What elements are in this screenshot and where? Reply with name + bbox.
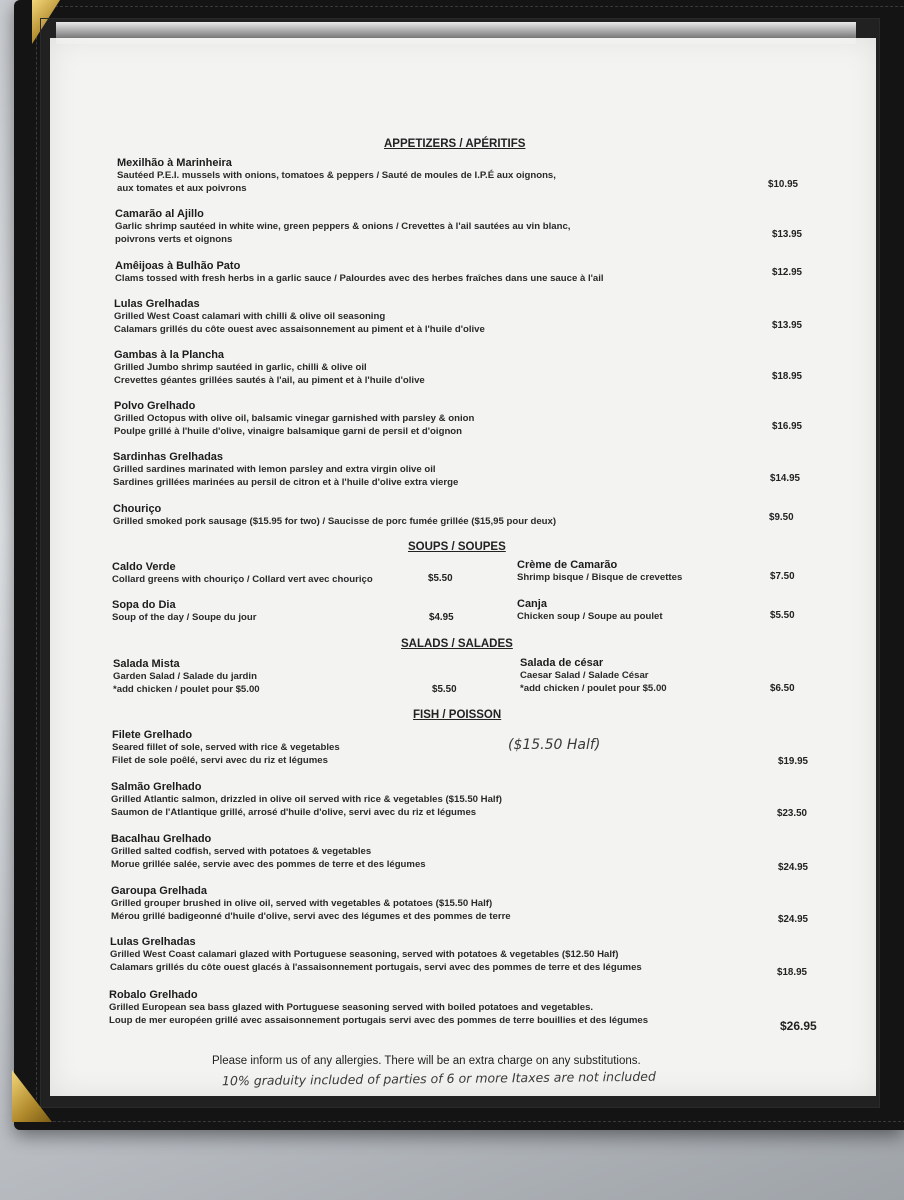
menu-item	[517, 598, 663, 623]
item-price: $4.95	[429, 612, 454, 623]
item-desc-en: Seared fillet of sole, served with rice & vegetables	[112, 742, 340, 753]
item-price: $5.50	[428, 573, 453, 584]
item-name: Salada Mista	[113, 658, 180, 670]
sleeve-glare	[56, 22, 856, 44]
menu-item	[110, 936, 642, 974]
item-desc-en: Grilled Octopus with olive oil, balsamic vinegar garnished with parsley & onion	[114, 413, 475, 424]
menu-item	[109, 989, 648, 1027]
item-desc-fr: poivrons verts et oignons	[115, 234, 233, 245]
item-desc-fr: Filet de sole poêlé, servi avec du riz et légumes	[112, 755, 328, 766]
item-desc-en: Garlic shrimp sautéed in white wine, green peppers & onions / Crevettes à l'ail sautées au vin blanc,	[115, 221, 571, 232]
item-desc-en: Clams tossed with fresh herbs in a garlic sauce / Palourdes avec des herbes fraîches dans une sauce à l'ail	[115, 273, 604, 284]
item-name: Salmão Grelhado	[111, 781, 202, 793]
item-price: $16.95	[772, 421, 802, 432]
menu-item	[115, 208, 570, 246]
item-desc-fr: Crevettes géantes grillées sautés à l'ail, au piment et à l'huile d'olive	[114, 375, 425, 386]
menu-item	[113, 503, 556, 528]
item-price: $23.50	[777, 808, 807, 819]
item-name: Polvo Grelhado	[114, 400, 196, 412]
item-name: Bacalhau Grelhado	[111, 833, 212, 845]
item-price: $5.50	[770, 610, 795, 621]
item-desc-fr: Morue grillée salée, servie avec des pommes de terre et des légumes	[111, 859, 426, 870]
item-name: Camarão al Ajillo	[115, 208, 204, 220]
item-desc-addon: *add chicken / poulet pour $5.00	[113, 684, 260, 695]
menu-item	[114, 400, 474, 438]
item-price: $5.50	[432, 684, 457, 695]
item-desc-fr: Mérou grillé badigeonné d'huile d'olive, servi avec des légumes et des pommes de terre	[111, 911, 511, 922]
item-desc: Shrimp bisque / Bisque de crevettes	[517, 572, 683, 583]
item-name: Robalo Grelhado	[109, 989, 198, 1001]
item-desc-en: Grilled salted codfish, served with potatoes & vegetables	[111, 846, 372, 857]
item-price: $13.95	[772, 229, 802, 240]
item-price: $13.95	[772, 320, 802, 331]
item-desc-en: Grilled West Coast calamari with chilli & olive oil seasoning	[114, 311, 386, 322]
allergy-notice: Please inform us of any allergies. There will be an extra charge on any substitutions.	[212, 1055, 641, 1067]
item-name: Sopa do Dia	[112, 599, 176, 611]
item-price: $7.50	[770, 571, 795, 582]
item-desc: Collard greens with chouriço / Collard vert avec chouriço	[112, 574, 373, 585]
item-name: Amêijoas à Bulhão Pato	[115, 260, 241, 272]
item-name: Gambas à la Plancha	[114, 349, 225, 361]
item-desc-en: Caesar Salad / Salade César	[520, 670, 649, 681]
item-desc: Chicken soup / Soupe au poulet	[517, 611, 663, 622]
menu-item	[114, 349, 425, 387]
item-price: $24.95	[778, 862, 808, 873]
item-desc-en: Grilled smoked pork sausage ($15.95 for two) / Saucisse de porc fumée grillée ($15,95 pour deux)	[113, 516, 557, 527]
item-desc-en: Sautéed P.E.I. mussels with onions, tomatoes & peppers / Sauté de moules de I.P.É aux oignons,	[117, 170, 556, 181]
menu-item	[117, 157, 556, 195]
soups-heading: SOUPS / SOUPES	[408, 541, 506, 553]
item-desc-fr: Saumon de l'Atlantique grillé, arrosé d'huile d'olive, servi avec du riz et légumes	[111, 807, 477, 818]
item-desc-fr: Calamars grillés du côte ouest glacés à l'assaisonnement portugais, servi avec des pommes de terre et des légumes	[110, 962, 642, 973]
item-desc-fr: Sardines grillées marinées au persil de citron et à l'huile d'olive extra vierge	[113, 477, 459, 488]
item-desc-en: Grilled European sea bass glazed with Portuguese seasoning served with boiled potatoes and vegetables.	[109, 1002, 594, 1013]
item-price: $12.95	[772, 267, 802, 278]
item-desc-fr: aux tomates et aux poivrons	[117, 183, 247, 194]
item-desc-en: Grilled West Coast calamari glazed with Portuguese seasoning, served with potatoes & vegetables ($12.50 Half)	[110, 949, 619, 960]
item-name: Crème de Camarão	[517, 559, 618, 571]
item-desc-fr: Poulpe grillé à l'huile d'olive, vinaigre balsamique garni de persil et d'oignon	[114, 426, 463, 437]
menu-item	[111, 885, 511, 923]
item-desc-en: Grilled Jumbo shrimp sautéed in garlic, chilli & olive oil	[114, 362, 367, 373]
item-price: $24.95	[778, 914, 808, 925]
item-price: $26.95	[780, 1019, 817, 1033]
menu-item	[520, 657, 667, 695]
handwritten-half-price-note: ($15.50 Half)	[508, 737, 601, 753]
item-desc-fr: Loup de mer européen grillé avec assaisonnement portugais servi avec des pommes de terre bouillies et des légumes	[109, 1015, 649, 1026]
item-price: $18.95	[772, 371, 802, 382]
menu-item	[112, 561, 373, 586]
item-name: Caldo Verde	[112, 561, 176, 573]
item-desc-en: Grilled Atlantic salmon, drizzled in olive oil served with rice & vegetables ($15.50 Half)	[111, 794, 502, 805]
item-name: Lulas Grelhadas	[110, 936, 196, 948]
handwritten-gratuity-note: 10% graduity included of parties of 6 or more Itaxes are not included	[221, 1068, 656, 1089]
item-price: $19.95	[778, 756, 808, 767]
item-desc-addon: *add chicken / poulet pour $5.00	[520, 683, 667, 694]
item-desc-en: Grilled grouper brushed in olive oil, served with vegetables & potatoes ($15.50 Half)	[111, 898, 493, 909]
item-desc: Soup of the day / Soupe du jour	[112, 612, 257, 623]
item-desc-en: Grilled sardines marinated with lemon parsley and extra virgin olive oil	[113, 464, 436, 475]
item-name: Salada de césar	[520, 657, 604, 669]
item-name: Chouriço	[113, 503, 162, 515]
item-price: $6.50	[770, 683, 795, 694]
menu-item	[517, 559, 682, 584]
menu-item	[111, 781, 502, 819]
item-name: Mexilhão à Marinheira	[117, 157, 232, 169]
item-desc-fr: Calamars grillés du côte ouest avec assaisonnement au piment et à l'huile d'olive	[114, 324, 485, 335]
menu-item	[112, 599, 256, 624]
item-price: $14.95	[770, 473, 800, 484]
item-name: Garoupa Grelhada	[111, 885, 207, 897]
item-price: $9.50	[769, 512, 794, 523]
item-desc-en: Garden Salad / Salade du jardin	[113, 671, 257, 682]
item-name: Lulas Grelhadas	[114, 298, 200, 310]
menu-item	[114, 298, 485, 336]
menu-item	[115, 260, 604, 285]
item-name: Canja	[517, 598, 547, 610]
appetizers-heading: APPETIZERS / APÉRITIFS	[384, 138, 526, 150]
item-price: $18.95	[777, 967, 807, 978]
fish-heading: FISH / POISSON	[413, 709, 502, 721]
item-price: $10.95	[768, 179, 798, 190]
item-name: Filete Grelhado	[112, 729, 193, 741]
salads-heading: SALADS / SALADES	[401, 638, 513, 650]
item-name: Sardinhas Grelhadas	[113, 451, 224, 463]
menu-item	[113, 658, 260, 696]
menu-item	[112, 729, 340, 767]
menu-item	[113, 451, 458, 489]
menu-item	[111, 833, 426, 871]
